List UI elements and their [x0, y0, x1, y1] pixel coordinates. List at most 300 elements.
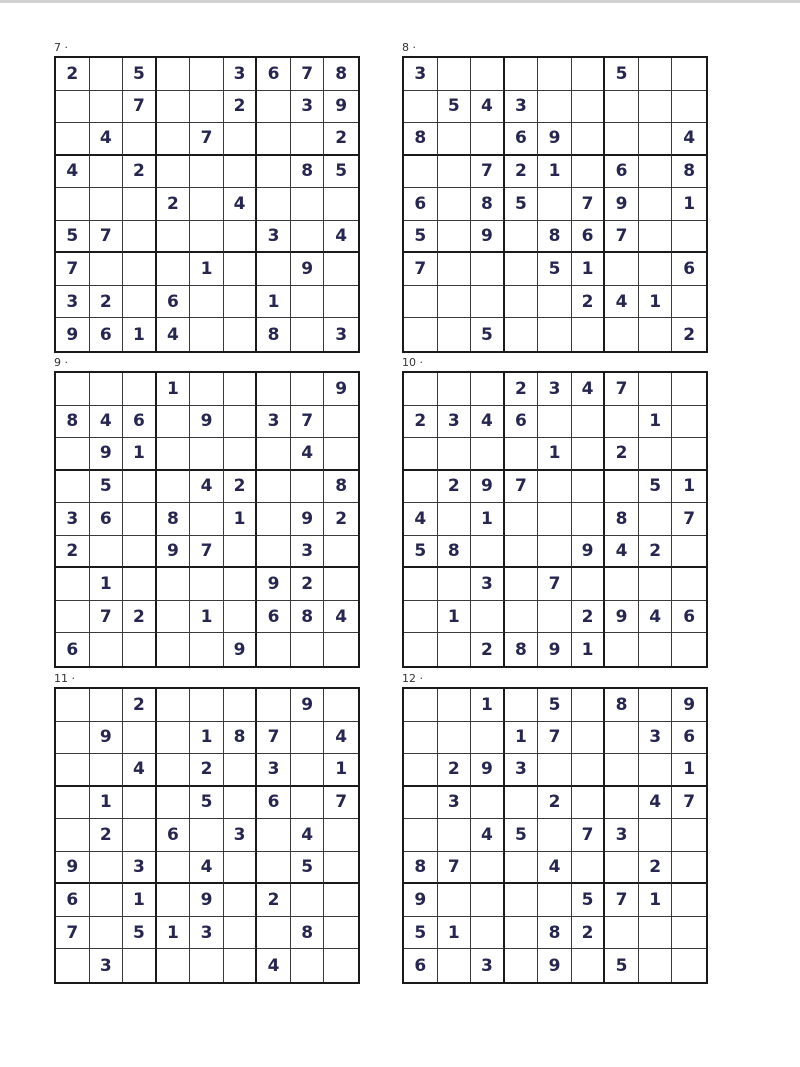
- sudoku-cell: 9: [157, 536, 191, 569]
- sudoku-cell: 4: [538, 852, 572, 885]
- sudoku-cell: [672, 91, 706, 124]
- sudoku-cell: [324, 286, 358, 319]
- sudoku-cell: [56, 754, 90, 787]
- sudoku-cell: [639, 819, 673, 852]
- sudoku-grid: [402, 687, 708, 984]
- sudoku-cell: [505, 58, 539, 91]
- sudoku-cell: [157, 221, 191, 254]
- sudoku-cell: [672, 373, 706, 406]
- sudoku-cell: [471, 787, 505, 820]
- sudoku-grid: [54, 371, 360, 668]
- sudoku-cell: [605, 754, 639, 787]
- sudoku-cell: [56, 819, 90, 852]
- sudoku-cell: [324, 406, 358, 439]
- sudoku-cell: 1: [224, 503, 258, 536]
- sudoku-cell: 7: [438, 852, 472, 885]
- sudoku-cell: [639, 253, 673, 286]
- sudoku-cell: [505, 536, 539, 569]
- sudoku-cell: [190, 689, 224, 722]
- sudoku-cell: [123, 536, 157, 569]
- sudoku-cell: [572, 123, 606, 156]
- sudoku-cell: 9: [605, 188, 639, 221]
- sudoku-cell: [572, 438, 606, 471]
- sudoku-cell: [190, 633, 224, 666]
- sudoku-cell: [157, 438, 191, 471]
- sudoku-cell: 4: [324, 601, 358, 634]
- sudoku-cell: [572, 689, 606, 722]
- sudoku-cell: [56, 123, 90, 156]
- sudoku-cell: 4: [639, 601, 673, 634]
- sudoku-cell: 4: [190, 852, 224, 885]
- sudoku-cell: 3: [438, 406, 472, 439]
- sudoku-cell: 4: [157, 318, 191, 351]
- sudoku-cell: [190, 949, 224, 982]
- sudoku-cell: [505, 286, 539, 319]
- sudoku-cell: [605, 852, 639, 885]
- sudoku-cell: [471, 601, 505, 634]
- sudoku-cell: 9: [538, 949, 572, 982]
- sudoku-cell: 2: [404, 406, 438, 439]
- sudoku-cell: [291, 373, 325, 406]
- sudoku-cell: [257, 156, 291, 189]
- sudoku-cell: 3: [291, 91, 325, 124]
- sudoku-cell: 6: [404, 188, 438, 221]
- sudoku-cell: 9: [56, 852, 90, 885]
- sudoku-cell: [56, 373, 90, 406]
- sudoku-cell: [257, 123, 291, 156]
- sudoku-cell: 4: [605, 286, 639, 319]
- sudoku-cell: [56, 188, 90, 221]
- sudoku-cell: 9: [56, 318, 90, 351]
- sudoku-cell: [257, 188, 291, 221]
- sudoku-cell: [157, 754, 191, 787]
- sudoku-cell: 4: [471, 91, 505, 124]
- puzzle-number-label: 9 ·: [54, 356, 68, 369]
- sudoku-cell: [572, 406, 606, 439]
- sudoku-cell: [538, 754, 572, 787]
- sudoku-cell: [224, 221, 258, 254]
- sudoku-cell: [605, 633, 639, 666]
- sudoku-cell: [672, 58, 706, 91]
- sudoku-cell: [224, 123, 258, 156]
- sudoku-cell: [639, 949, 673, 982]
- sudoku-cell: 2: [90, 286, 124, 319]
- sudoku-cell: [190, 286, 224, 319]
- sudoku-cell: [538, 286, 572, 319]
- puzzle-number-label: 8 ·: [402, 41, 416, 54]
- sudoku-cell: 4: [572, 373, 606, 406]
- sudoku-cell: [224, 536, 258, 569]
- sudoku-cell: 9: [538, 633, 572, 666]
- sudoku-cell: 7: [190, 536, 224, 569]
- sudoku-cell: [438, 58, 472, 91]
- sudoku-cell: 5: [605, 949, 639, 982]
- sudoku-cell: 6: [257, 787, 291, 820]
- sudoku-cell: [672, 568, 706, 601]
- sudoku-cell: 7: [572, 188, 606, 221]
- sudoku-cell: [505, 253, 539, 286]
- sudoku-cell: [324, 852, 358, 885]
- sudoku-cell: 3: [605, 819, 639, 852]
- sudoku-cell: [324, 689, 358, 722]
- sudoku-cell: 8: [672, 156, 706, 189]
- sudoku-cell: 2: [257, 884, 291, 917]
- sudoku-cell: [404, 286, 438, 319]
- sudoku-cell: 9: [90, 722, 124, 755]
- sudoku-cell: [505, 949, 539, 982]
- sudoku-cell: 8: [291, 917, 325, 950]
- sudoku-cell: [257, 852, 291, 885]
- sudoku-cell: 5: [90, 471, 124, 504]
- sudoku-cell: [438, 819, 472, 852]
- sudoku-cell: 7: [538, 722, 572, 755]
- sudoku-cell: [157, 58, 191, 91]
- sudoku-cell: 1: [639, 406, 673, 439]
- sudoku-cell: 4: [291, 819, 325, 852]
- sudoku-cell: 2: [56, 58, 90, 91]
- sudoku-cell: 9: [190, 406, 224, 439]
- sudoku-cell: 4: [324, 221, 358, 254]
- sudoku-cell: 3: [90, 949, 124, 982]
- sudoku-cell: 4: [639, 787, 673, 820]
- sudoku-cell: [90, 156, 124, 189]
- sudoku-cell: [672, 949, 706, 982]
- sudoku-cell: [404, 91, 438, 124]
- sudoku-cell: [157, 253, 191, 286]
- sudoku-cell: [257, 91, 291, 124]
- sudoku-cell: 5: [123, 58, 157, 91]
- sudoku-cell: [438, 286, 472, 319]
- sudoku-cell: [538, 318, 572, 351]
- sudoku-cell: [471, 58, 505, 91]
- sudoku-cell: 4: [471, 406, 505, 439]
- sudoku-cell: [157, 722, 191, 755]
- sudoku-cell: [639, 568, 673, 601]
- sudoku-cell: 1: [190, 601, 224, 634]
- sudoku-cell: 6: [90, 503, 124, 536]
- sudoku-cell: 2: [224, 471, 258, 504]
- sudoku-cell: [157, 123, 191, 156]
- sudoku-cell: 5: [639, 471, 673, 504]
- sudoku-cell: 1: [157, 373, 191, 406]
- sudoku-cell: 5: [471, 318, 505, 351]
- sudoku-cell: [123, 471, 157, 504]
- sudoku-cell: [605, 722, 639, 755]
- sudoku-cell: [224, 406, 258, 439]
- sudoku-cell: [404, 633, 438, 666]
- sudoku-cell: [224, 156, 258, 189]
- sudoku-cell: 2: [538, 787, 572, 820]
- sudoku-cell: [505, 689, 539, 722]
- sudoku-cell: [157, 949, 191, 982]
- sudoku-cell: [56, 949, 90, 982]
- sudoku-cell: [123, 787, 157, 820]
- sudoku-cell: 2: [471, 633, 505, 666]
- sudoku-cell: [438, 633, 472, 666]
- sudoku-cell: 7: [291, 58, 325, 91]
- sudoku-cell: [257, 819, 291, 852]
- sudoku-cell: 9: [672, 689, 706, 722]
- sudoku-cell: 1: [324, 754, 358, 787]
- puzzle-number-label: 12 ·: [402, 672, 423, 685]
- sudoku-cell: [157, 852, 191, 885]
- sudoku-cell: 1: [538, 156, 572, 189]
- sudoku-cell: [639, 188, 673, 221]
- sudoku-cell: [324, 253, 358, 286]
- sudoku-cell: [639, 633, 673, 666]
- sudoku-cell: [538, 91, 572, 124]
- sudoku-cell: 1: [471, 503, 505, 536]
- sudoku-cell: 4: [672, 123, 706, 156]
- sudoku-cell: [572, 754, 606, 787]
- sudoku-cell: [438, 438, 472, 471]
- sudoku-cell: [471, 253, 505, 286]
- sudoku-cell: 1: [672, 471, 706, 504]
- sudoku-cell: 7: [672, 503, 706, 536]
- sudoku-cell: [291, 633, 325, 666]
- sudoku-cell: 2: [505, 156, 539, 189]
- sudoku-cell: [639, 123, 673, 156]
- sudoku-cell: [538, 406, 572, 439]
- sudoku-cell: 2: [572, 286, 606, 319]
- sudoku-cell: 6: [505, 123, 539, 156]
- sudoku-cell: [157, 601, 191, 634]
- sudoku-cell: 7: [404, 253, 438, 286]
- sudoku-cell: [123, 949, 157, 982]
- sudoku-cell: [224, 253, 258, 286]
- sudoku-cell: [538, 601, 572, 634]
- sudoku-cell: [572, 949, 606, 982]
- sudoku-cell: [324, 917, 358, 950]
- sudoku-cell: [123, 286, 157, 319]
- sudoku-cell: [190, 188, 224, 221]
- sudoku-cell: 8: [157, 503, 191, 536]
- sudoku-cell: 1: [190, 253, 224, 286]
- sudoku-cell: [639, 754, 673, 787]
- sudoku-cell: [291, 884, 325, 917]
- sudoku-cell: [56, 91, 90, 124]
- sudoku-cell: 5: [538, 689, 572, 722]
- sudoku-cell: 8: [324, 58, 358, 91]
- sudoku-cell: [190, 156, 224, 189]
- sudoku-cell: [291, 221, 325, 254]
- sudoku-cell: 3: [538, 373, 572, 406]
- sudoku-cell: 6: [257, 58, 291, 91]
- sudoku-cell: 9: [404, 884, 438, 917]
- sudoku-cell: [291, 471, 325, 504]
- sudoku-cell: 6: [123, 406, 157, 439]
- sudoku-cell: 1: [123, 438, 157, 471]
- sudoku-cell: [639, 221, 673, 254]
- sudoku-cell: [291, 787, 325, 820]
- sudoku-cell: 7: [90, 221, 124, 254]
- sudoku-cell: 2: [90, 819, 124, 852]
- sudoku-cell: [438, 689, 472, 722]
- sudoku-cell: [90, 373, 124, 406]
- sudoku-cell: [257, 438, 291, 471]
- puzzle-number-label: 7 ·: [54, 41, 68, 54]
- sudoku-cell: 3: [505, 91, 539, 124]
- sudoku-cell: [471, 438, 505, 471]
- sudoku-cell: [505, 787, 539, 820]
- sudoku-cell: [324, 819, 358, 852]
- sudoku-cell: 5: [505, 819, 539, 852]
- sudoku-cell: 7: [605, 221, 639, 254]
- sudoku-cell: 5: [572, 884, 606, 917]
- sudoku-cell: [257, 373, 291, 406]
- sudoku-cell: [257, 253, 291, 286]
- sudoku-cell: [90, 689, 124, 722]
- sudoku-cell: [123, 722, 157, 755]
- sudoku-cell: [404, 438, 438, 471]
- sudoku-cell: 1: [672, 188, 706, 221]
- sudoku-cell: 1: [190, 722, 224, 755]
- sudoku-cell: [123, 123, 157, 156]
- sudoku-cell: [123, 221, 157, 254]
- sudoku-cell: [572, 787, 606, 820]
- sudoku-cell: [605, 253, 639, 286]
- sudoku-cell: 7: [56, 253, 90, 286]
- sudoku-cell: [56, 568, 90, 601]
- sudoku-cell: 2: [324, 503, 358, 536]
- sudoku-cell: [190, 568, 224, 601]
- sudoku-cell: 2: [291, 568, 325, 601]
- sudoku-cell: [471, 884, 505, 917]
- sudoku-cell: [324, 568, 358, 601]
- sudoku-cell: 3: [639, 722, 673, 755]
- sudoku-cell: 8: [257, 318, 291, 351]
- sudoku-cell: [56, 601, 90, 634]
- sudoku-cell: 5: [538, 253, 572, 286]
- sudoku-cell: [123, 253, 157, 286]
- sudoku-cell: [224, 601, 258, 634]
- sudoku-cell: [505, 601, 539, 634]
- sudoku-cell: 6: [157, 286, 191, 319]
- sudoku-cell: [224, 568, 258, 601]
- sudoku-cell: [190, 503, 224, 536]
- sudoku-cell: 7: [90, 601, 124, 634]
- sudoku-cell: 5: [505, 188, 539, 221]
- sudoku-cell: [438, 568, 472, 601]
- sudoku-cell: [572, 852, 606, 885]
- sudoku-cell: [123, 373, 157, 406]
- sudoku-cell: 1: [471, 689, 505, 722]
- sudoku-cell: 3: [123, 852, 157, 885]
- sudoku-cell: [505, 318, 539, 351]
- sudoku-cell: [291, 318, 325, 351]
- sudoku-cell: [157, 568, 191, 601]
- sudoku-cell: [291, 286, 325, 319]
- sudoku-cell: [471, 722, 505, 755]
- sudoku-cell: [639, 58, 673, 91]
- sudoku-cell: [404, 568, 438, 601]
- sudoku-cell: [672, 536, 706, 569]
- sudoku-cell: 3: [257, 754, 291, 787]
- sudoku-cell: 3: [335, 324, 348, 345]
- sudoku-cell: [672, 286, 706, 319]
- sudoku-cell: 4: [56, 156, 90, 189]
- sudoku-cell: 4: [404, 503, 438, 536]
- sudoku-cell: 8: [505, 633, 539, 666]
- sudoku-cell: 7: [572, 819, 606, 852]
- sudoku-cell: [291, 123, 325, 156]
- sudoku-cell: 1: [123, 318, 157, 351]
- sudoku-cell: 1: [672, 754, 706, 787]
- sudoku-cell: 2: [224, 91, 258, 124]
- sudoku-cell: [90, 253, 124, 286]
- sudoku-cell: [324, 438, 358, 471]
- sudoku-cell: [404, 787, 438, 820]
- sudoku-cell: [224, 852, 258, 885]
- sudoku-cell: [190, 373, 224, 406]
- sudoku-cell: [90, 58, 124, 91]
- sudoku-cell: 3: [56, 503, 90, 536]
- sudoku-cell: [605, 406, 639, 439]
- sudoku-cell: 4: [90, 406, 124, 439]
- sudoku-cell: [224, 286, 258, 319]
- sudoku-cell: 6: [572, 221, 606, 254]
- sudoku-cell: [505, 503, 539, 536]
- sudoku-cell: [404, 601, 438, 634]
- sudoku-cell: [538, 819, 572, 852]
- sudoku-cell: 4: [123, 754, 157, 787]
- sudoku-cell: [672, 406, 706, 439]
- sudoku-cell: [90, 852, 124, 885]
- sudoku-cell: 3: [505, 754, 539, 787]
- sudoku-cell: 6: [404, 949, 438, 982]
- sudoku-cell: 7: [605, 884, 639, 917]
- sudoku-cell: 5: [404, 917, 438, 950]
- sudoku-cell: 5: [404, 536, 438, 569]
- sudoku-cell: [190, 91, 224, 124]
- sudoku-cell: 8: [404, 852, 438, 885]
- sudoku-cell: 9: [190, 884, 224, 917]
- sudoku-cell: [438, 318, 472, 351]
- sudoku-cell: [404, 373, 438, 406]
- sudoku-cell: 7: [605, 373, 639, 406]
- sudoku-cell: 3: [471, 949, 505, 982]
- sudoku-cell: [224, 787, 258, 820]
- sudoku-cell: 4: [471, 819, 505, 852]
- sudoku-cell: [190, 221, 224, 254]
- sudoku-cell: 6: [90, 318, 124, 351]
- sudoku-cell: 8: [438, 536, 472, 569]
- sudoku-cell: 8: [605, 689, 639, 722]
- sudoku-cell: 5: [56, 221, 90, 254]
- sudoku-cell: [257, 503, 291, 536]
- sudoku-cell: 8: [56, 406, 90, 439]
- sudoku-cell: [257, 536, 291, 569]
- sudoku-cell: [257, 689, 291, 722]
- sudoku-cell: 9: [572, 536, 606, 569]
- sudoku-cell: [538, 536, 572, 569]
- sudoku-cell: [572, 722, 606, 755]
- sudoku-cell: [190, 819, 224, 852]
- sudoku-cell: [672, 917, 706, 950]
- sudoku-cell: [639, 917, 673, 950]
- sudoku-cell: 3: [404, 58, 438, 91]
- sudoku-cell: 9: [324, 91, 358, 124]
- sudoku-cell: 7: [257, 722, 291, 755]
- sudoku-cell: 5: [291, 852, 325, 885]
- sudoku-cell: 2: [123, 156, 157, 189]
- sudoku-cell: 9: [324, 373, 358, 406]
- sudoku-cell: [257, 633, 291, 666]
- sudoku-cell: [572, 471, 606, 504]
- puzzle-number-label: 10 ·: [402, 356, 423, 369]
- sudoku-cell: 1: [123, 884, 157, 917]
- sudoku-cell: 3: [224, 58, 258, 91]
